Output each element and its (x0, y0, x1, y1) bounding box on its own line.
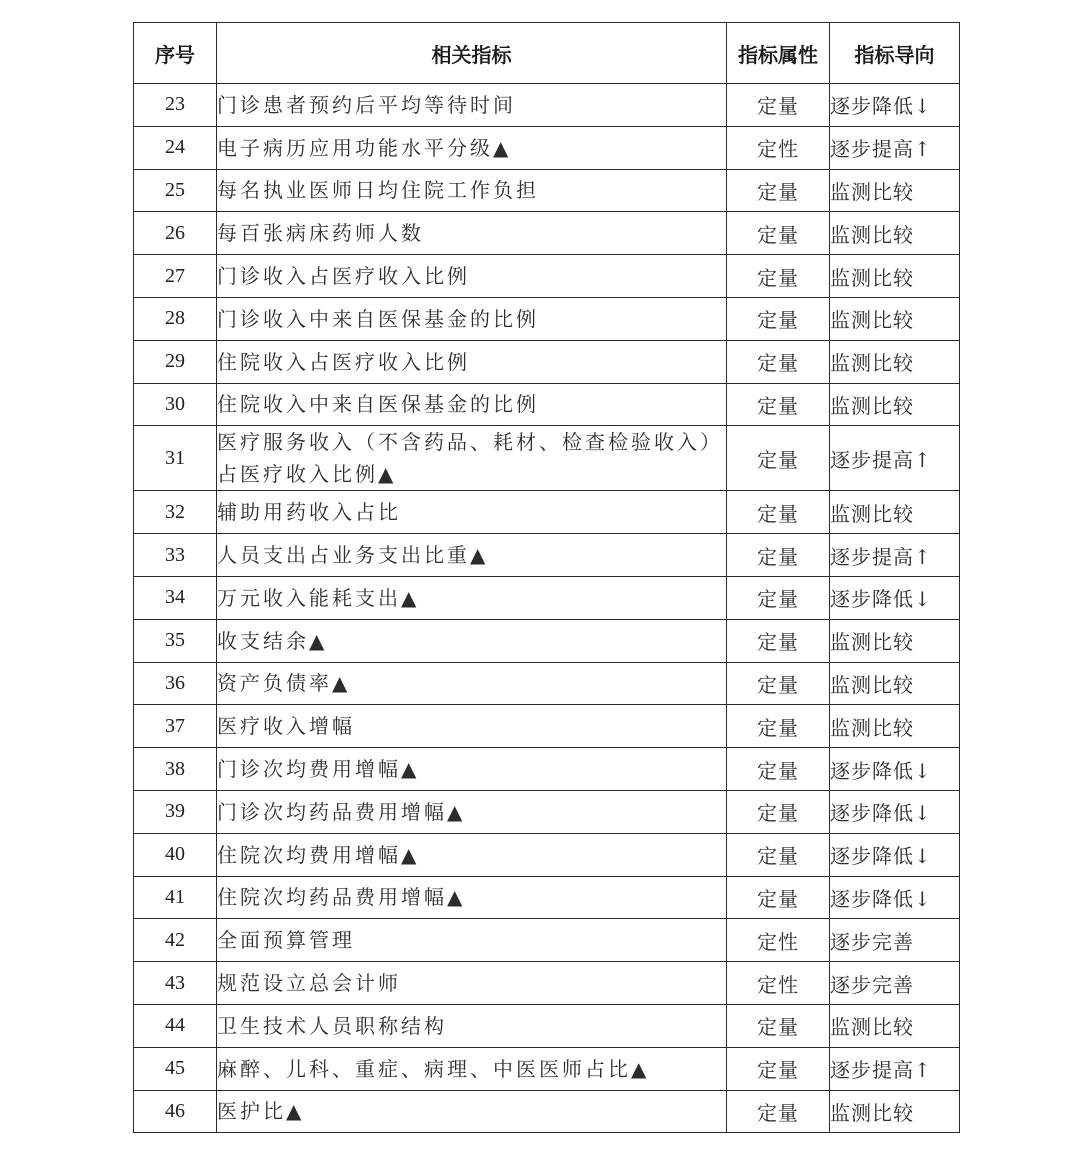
table-row (134, 383, 960, 426)
row-no: 30 (134, 383, 217, 426)
row-attribute: 定量 (727, 84, 830, 127)
row-no: 41 (134, 876, 217, 919)
row-no: 29 (134, 340, 217, 383)
row-attribute: 定量 (727, 169, 830, 212)
row-attribute: 定量 (727, 705, 830, 748)
row-direction: 逐步降低↓ (830, 876, 960, 919)
table-row (134, 126, 960, 169)
header-dir: 指标导向 (830, 23, 960, 84)
row-indicator: 万元收入能耗支出▲ (217, 576, 727, 619)
header-no: 序号 (134, 23, 217, 84)
row-no: 39 (134, 790, 217, 833)
row-direction: 逐步降低↓ (830, 790, 960, 833)
row-direction: 监测比较 (830, 662, 960, 705)
table-row (134, 426, 960, 491)
row-indicator: 医护比▲ (217, 1090, 727, 1133)
row-direction: 逐步提高↑ (830, 426, 960, 491)
row-attribute: 定量 (727, 1004, 830, 1047)
table-row (134, 1090, 960, 1133)
row-direction: 监测比较 (830, 1090, 960, 1133)
header-name: 相关指标 (217, 23, 727, 84)
table-row (134, 212, 960, 255)
row-indicator: 人员支出占业务支出比重▲ (217, 534, 727, 577)
row-indicator: 每名执业医师日均住院工作负担 (217, 169, 727, 212)
row-indicator: 门诊次均药品费用增幅▲ (217, 790, 727, 833)
table-row (134, 619, 960, 662)
row-attribute: 定量 (727, 662, 830, 705)
row-attribute: 定量 (727, 534, 830, 577)
row-attribute: 定量 (727, 255, 830, 298)
table-row (134, 1004, 960, 1047)
row-indicator: 每百张病床药师人数 (217, 212, 727, 255)
row-no: 38 (134, 748, 217, 791)
row-indicator: 住院收入中来自医保基金的比例 (217, 383, 727, 426)
row-direction: 逐步降低↓ (830, 576, 960, 619)
table-row (134, 255, 960, 298)
row-indicator: 医疗服务收入（不含药品、耗材、检查检验收入）占医疗收入比例▲ (217, 426, 727, 491)
table-row (134, 962, 960, 1005)
row-no: 40 (134, 833, 217, 876)
row-direction: 逐步完善 (830, 919, 960, 962)
row-no: 42 (134, 919, 217, 962)
row-no: 43 (134, 962, 217, 1005)
table-row (134, 297, 960, 340)
row-direction: 监测比较 (830, 255, 960, 298)
row-indicator: 门诊收入占医疗收入比例 (217, 255, 727, 298)
row-attribute: 定量 (727, 340, 830, 383)
row-attribute: 定性 (727, 126, 830, 169)
row-attribute: 定量 (727, 212, 830, 255)
row-no: 32 (134, 491, 217, 534)
row-no: 37 (134, 705, 217, 748)
row-direction: 监测比较 (830, 340, 960, 383)
header-attr: 指标属性 (727, 23, 830, 84)
row-indicator: 规范设立总会计师 (217, 962, 727, 1005)
row-attribute: 定量 (727, 297, 830, 340)
table-row (134, 876, 960, 919)
row-indicator: 电子病历应用功能水平分级▲ (217, 126, 727, 169)
row-direction: 监测比较 (830, 169, 960, 212)
table-row (134, 705, 960, 748)
row-indicator: 全面预算管理 (217, 919, 727, 962)
row-no: 27 (134, 255, 217, 298)
row-attribute: 定量 (727, 748, 830, 791)
row-attribute: 定量 (727, 833, 830, 876)
row-attribute: 定量 (727, 491, 830, 534)
table-row (134, 491, 960, 534)
row-indicator: 麻醉、儿科、重症、病理、中医医师占比▲ (217, 1047, 727, 1090)
row-direction: 监测比较 (830, 619, 960, 662)
table-row (134, 340, 960, 383)
row-indicator: 门诊次均费用增幅▲ (217, 748, 727, 791)
row-no: 28 (134, 297, 217, 340)
row-indicator: 门诊患者预约后平均等待时间 (217, 84, 727, 127)
table-row (134, 1047, 960, 1090)
row-attribute: 定量 (727, 383, 830, 426)
row-no: 33 (134, 534, 217, 577)
row-no: 36 (134, 662, 217, 705)
row-indicator: 收支结余▲ (217, 619, 727, 662)
row-direction: 监测比较 (830, 1004, 960, 1047)
row-indicator: 住院次均药品费用增幅▲ (217, 876, 727, 919)
row-no: 25 (134, 169, 217, 212)
row-no: 34 (134, 576, 217, 619)
row-no: 26 (134, 212, 217, 255)
row-direction: 逐步降低↓ (830, 84, 960, 127)
row-direction: 监测比较 (830, 383, 960, 426)
row-direction: 逐步提高↑ (830, 126, 960, 169)
table-row (134, 534, 960, 577)
row-indicator: 医疗收入增幅 (217, 705, 727, 748)
row-no: 31 (134, 426, 217, 491)
row-attribute: 定量 (727, 426, 830, 491)
row-direction: 逐步完善 (830, 962, 960, 1005)
row-direction: 逐步降低↓ (830, 748, 960, 791)
table-row (134, 84, 960, 127)
row-attribute: 定量 (727, 576, 830, 619)
indicator-table (133, 22, 960, 1133)
row-no: 45 (134, 1047, 217, 1090)
row-direction: 监测比较 (830, 491, 960, 534)
row-indicator: 门诊收入中来自医保基金的比例 (217, 297, 727, 340)
row-no: 23 (134, 84, 217, 127)
row-direction: 逐步提高↑ (830, 534, 960, 577)
row-direction: 逐步提高↑ (830, 1047, 960, 1090)
row-indicator: 住院次均费用增幅▲ (217, 833, 727, 876)
row-direction: 逐步降低↓ (830, 833, 960, 876)
table-row (134, 169, 960, 212)
row-attribute: 定量 (727, 790, 830, 833)
row-no: 46 (134, 1090, 217, 1133)
row-attribute: 定量 (727, 619, 830, 662)
row-indicator: 住院收入占医疗收入比例 (217, 340, 727, 383)
row-indicator: 辅助用药收入占比 (217, 491, 727, 534)
row-attribute: 定量 (727, 1047, 830, 1090)
table-row (134, 919, 960, 962)
row-direction: 监测比较 (830, 212, 960, 255)
table-row (134, 833, 960, 876)
row-direction: 监测比较 (830, 297, 960, 340)
row-attribute: 定量 (727, 1090, 830, 1133)
table-row (134, 748, 960, 791)
row-attribute: 定性 (727, 962, 830, 1005)
row-attribute: 定性 (727, 919, 830, 962)
table-header-row (134, 23, 960, 84)
row-direction: 监测比较 (830, 705, 960, 748)
row-attribute: 定量 (727, 876, 830, 919)
row-indicator: 卫生技术人员职称结构 (217, 1004, 727, 1047)
row-no: 24 (134, 126, 217, 169)
row-indicator: 资产负债率▲ (217, 662, 727, 705)
table-row (134, 790, 960, 833)
row-no: 35 (134, 619, 217, 662)
row-no: 44 (134, 1004, 217, 1047)
table-row (134, 662, 960, 705)
table-row (134, 576, 960, 619)
